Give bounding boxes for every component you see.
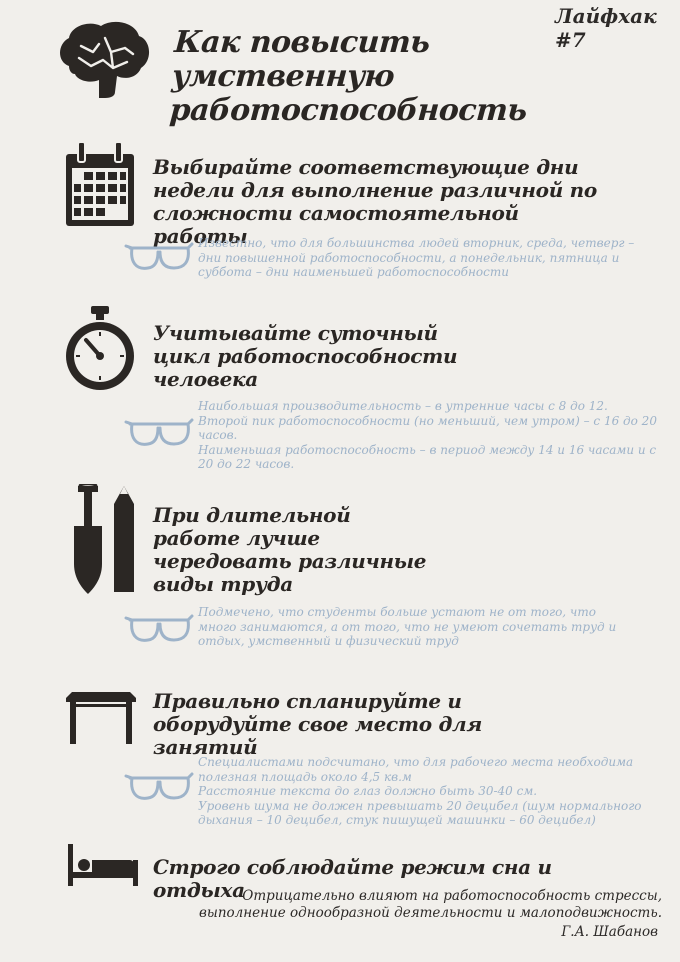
page-title: Как повысить умственную работоспособность: [168, 25, 528, 128]
glasses-icon: [124, 240, 194, 274]
glasses-icon: [124, 416, 194, 450]
note-line: Наибольшая производительность – в утренние часы с 8 до 12.: [198, 399, 608, 413]
brain-icon: [55, 18, 153, 98]
section-1-heading: Выбирайте соответствующие дни недели для выполнение различной по сложности самостоятельной работы: [153, 155, 597, 248]
section-5-heading: Строго соблюдайте режим сна и отдыха: [153, 855, 552, 902]
desk-icon: [64, 690, 138, 746]
section-4-heading: Правильно спланируйте и оборудуйте свое место для занятий: [153, 689, 483, 759]
stopwatch-icon: [64, 304, 136, 396]
section-2-note: [198, 399, 658, 472]
calendar-icon: [64, 140, 136, 228]
note-line: Уровень шума не должен превышать 20 децибел (шум нормального дыхания – 10 децибел, стук пишущей машинки – 60 децибел): [198, 798, 642, 827]
shovel-pencil-icon: [68, 484, 138, 596]
note-line: Специалистами подсчитано, что для рабочего места необходима полезная площадь около 4,5 кв.м: [198, 755, 634, 784]
note-line: Наименьшая работоспособность – в период между 14 и 16 часами и с 20 до 22 часов.: [198, 442, 657, 471]
note-line: Расстояние текста до глаз должно быть 30-40 см.: [198, 784, 538, 798]
note-line: Второй пик работоспособности (но меньший, чем утром) – с 16 до 20 часов.: [198, 413, 657, 442]
section-4-note: [198, 755, 668, 828]
glasses-icon: [124, 770, 194, 804]
glasses-icon: [124, 612, 194, 646]
section-3-note: Подмечено, что студенты больше устают не от того, что много занимаются, а от того, что не умеют сочетать труд и отдых, умственный и физический труд: [198, 605, 617, 648]
footer-quote: Отрицательно влияют на работоспособность стрессы, выполнение однообразной деятельности и малоподвижность.: [199, 888, 662, 921]
section-3-heading: При длительной работе лучше чередовать различные виды труда: [153, 503, 427, 596]
author-signature: Г.А. Шабанов: [561, 924, 658, 940]
bed-icon: [66, 842, 140, 888]
section-1-note: Известно, что для большинства людей вторник, среда, четверг – дни повышенной работоспособности, а понедельник, пятница и суббота – дни наименьшей работоспособности: [198, 236, 635, 279]
section-2-heading: Учитывайте суточный цикл работоспособности человека: [153, 321, 458, 391]
lifehack-tag: Лайфхак #7: [555, 4, 657, 52]
